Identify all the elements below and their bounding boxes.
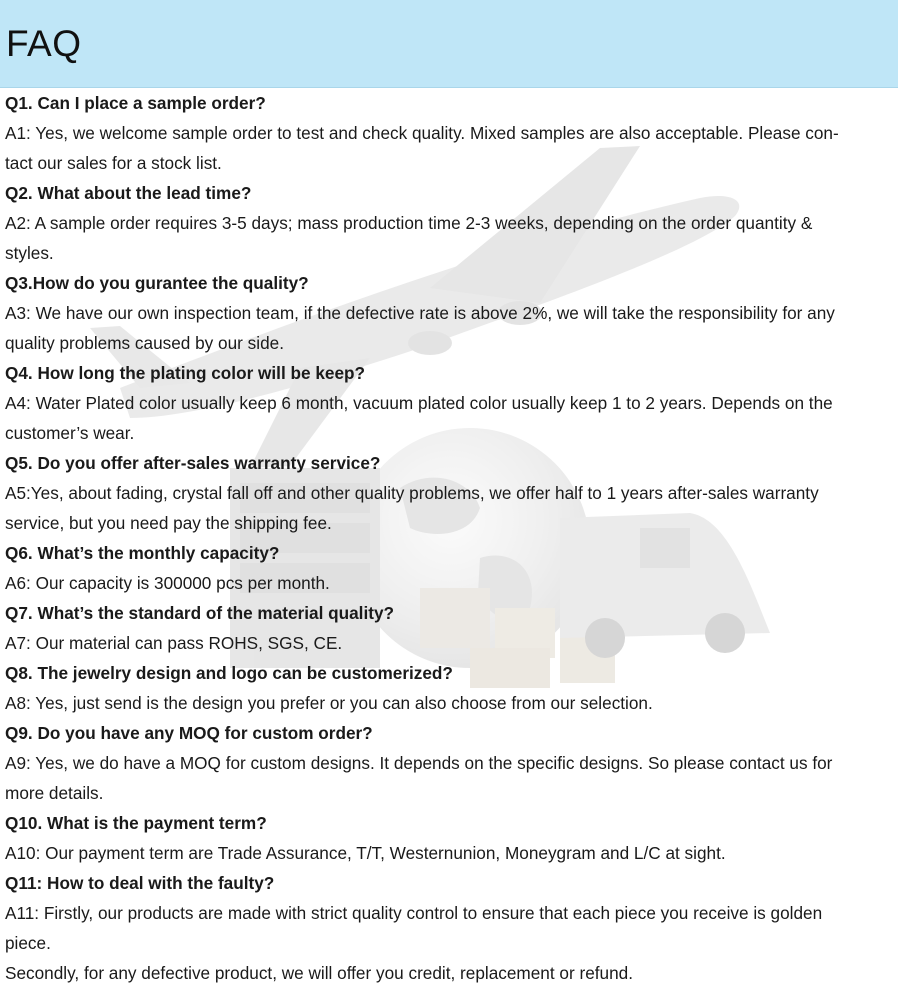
faq-answer: more details. (5, 783, 104, 803)
faq-answer: A11: Firstly, our products are made with strict quality control to ensure that each piece you receive is golden (5, 903, 823, 923)
faq-answer: customer’s wear. (5, 423, 135, 443)
faq-answer: A5:Yes, about fading, crystal fall off and other quality problems, we offer half to 1 years after-sales warranty (5, 483, 819, 503)
faq-question: Q8. The jewelry design and logo can be customerized? (5, 663, 453, 683)
faq-answer: A10: Our payment term are Trade Assurance, T/T, Westernunion, Moneygram and L/C at sight. (5, 843, 726, 863)
faq-answer: Secondly, for any defective product, we will offer you credit, replacement or refund. (5, 963, 633, 983)
faq-answer: styles. (5, 243, 54, 263)
faq-answer: piece. (5, 933, 51, 953)
faq-question: Q2. What about the lead time? (5, 183, 252, 203)
faq-question: Q1. Can I place a sample order? (5, 93, 266, 113)
faq-answer: A1: Yes, we welcome sample order to test and check quality. Mixed samples are also acceptable. Please con- (5, 123, 839, 143)
faq-answer: A2: A sample order requires 3-5 days; mass production time 2-3 weeks, depending on the order quantity & (5, 213, 813, 233)
faq-question: Q3.How do you gurantee the quality? (5, 273, 309, 293)
faq-answer: A4: Water Plated color usually keep 6 month, vacuum plated color usually keep 1 to 2 years. Depends on the (5, 393, 833, 413)
faq-answer: A7: Our material can pass ROHS, SGS, CE. (5, 633, 343, 653)
page-title: FAQ (6, 23, 82, 64)
faq-list (5, 88, 895, 988)
faq-answer: A3: We have our own inspection team, if the defective rate is above 2%, we will take the responsibility for any (5, 303, 835, 323)
faq-question: Q7. What’s the standard of the material quality? (5, 603, 395, 623)
faq-answer: quality problems caused by our side. (5, 333, 284, 353)
faq-answer: A9: Yes, we do have a MOQ for custom designs. It depends on the specific designs. So please contact us for (5, 753, 833, 773)
faq-question: Q6. What’s the monthly capacity? (5, 543, 280, 563)
faq-answer: service, but you need pay the shipping fee. (5, 513, 332, 533)
faq-question: Q10. What is the payment term? (5, 813, 267, 833)
faq-question: Q9. Do you have any MOQ for custom order? (5, 723, 373, 743)
faq-question: Q5. Do you offer after-sales warranty service? (5, 453, 381, 473)
faq-answer: A6: Our capacity is 300000 pcs per month. (5, 573, 330, 593)
faq-question: Q11: How to deal with the faulty? (5, 873, 275, 893)
faq-header-banner (0, 0, 898, 88)
faq-answer: A8: Yes, just send is the design you prefer or you can also choose from our selection. (5, 693, 653, 713)
faq-answer: tact our sales for a stock list. (5, 153, 222, 173)
faq-question: Q4. How long the plating color will be keep? (5, 363, 366, 383)
